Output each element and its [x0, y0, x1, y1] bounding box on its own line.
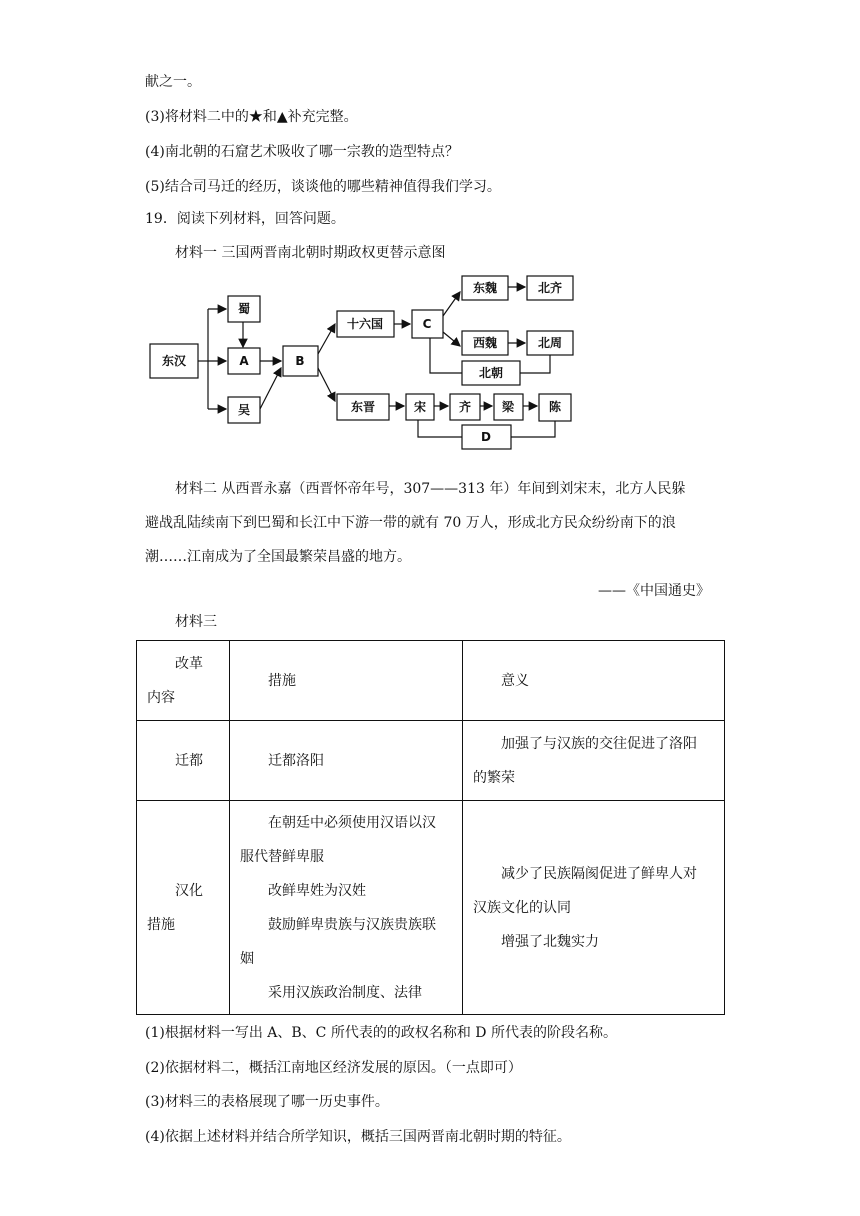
svg-text:B: B [295, 354, 305, 368]
box-dongjin [337, 394, 389, 420]
box-beichao [462, 361, 520, 385]
header-measures: 措施 [230, 641, 463, 721]
sub-question-2: (2)依据材料二，概括江南地区经济发展的原因。（一点即可） [145, 1060, 522, 1076]
question-5: (5)结合司马迁的经历，谈谈他的哪些精神值得我们学习。 [145, 179, 501, 195]
box-wu [228, 397, 260, 423]
box-donghan [150, 344, 198, 378]
svg-text:梁: 梁 [501, 400, 515, 414]
svg-text:北朝: 北朝 [478, 366, 504, 380]
cell-relocation-measure: 迁都洛阳 [230, 721, 463, 801]
svg-text:齐: 齐 [458, 400, 472, 414]
question-19-heading: 19．阅读下列材料，回答问题。 [145, 211, 345, 227]
svg-text:A: A [239, 354, 249, 368]
material3-title: 材料三 [175, 614, 217, 630]
svg-text:十六国: 十六国 [346, 317, 384, 331]
sub-question-4: (4)依据上述材料并结合所学知识，概括三国两晋南北朝时期的特征。 [145, 1129, 571, 1145]
box-liang [494, 394, 523, 420]
cell-sinicization: 汉化 措施 [137, 801, 230, 1015]
svg-text:D: D [481, 430, 491, 444]
svg-text:北齐: 北齐 [537, 281, 563, 295]
svg-text:吴: 吴 [237, 403, 251, 417]
box-dongwei [462, 276, 508, 300]
table-row-sinicization [137, 801, 725, 1015]
box-a [228, 348, 260, 374]
cell-relocation: 迁都 [137, 721, 230, 801]
box-beiqi [527, 276, 573, 300]
box-c [412, 310, 443, 338]
svg-text:宋: 宋 [413, 400, 427, 414]
svg-text:东晋: 东晋 [350, 400, 376, 414]
cell-sinicization-significance: 减少了民族隔阂促进了鲜卑人对 汉族文化的认同 增强了北魏实力 [463, 801, 725, 1015]
material2-line-1: 材料二 从西晋永嘉（西晋怀帝年号，307——313 年）年间到刘宋末，北方人民躲 [175, 481, 686, 497]
box-qi [450, 394, 480, 420]
sub-question-3: (3)材料三的表格展现了哪一历史事件。 [145, 1094, 389, 1110]
header-reform-content: 改革 内容 [137, 641, 230, 721]
table-row-relocation [137, 721, 725, 801]
box-b [283, 346, 318, 376]
svg-text:C: C [422, 317, 432, 331]
header-significance: 意义 [463, 641, 725, 721]
box-chen [539, 394, 571, 421]
table-header-row [137, 641, 725, 721]
text-line: 献之一。 [145, 74, 201, 90]
box-shiliuguo [337, 311, 394, 337]
material2-line-3: 潮……江南成为了全国最繁荣昌盛的地方。 [145, 549, 411, 565]
svg-text:陈: 陈 [548, 400, 562, 414]
regime-succession-diagram [140, 276, 590, 444]
svg-text:东汉: 东汉 [161, 354, 187, 368]
svg-text:北周: 北周 [537, 336, 563, 350]
cell-relocation-significance: 加强了与汉族的交往促进了洛阳 的繁荣 [463, 721, 725, 801]
svg-text:蜀: 蜀 [237, 302, 251, 316]
box-xiwei [462, 331, 508, 355]
svg-text:西魏: 西魏 [472, 336, 498, 350]
question-3: (3)将材料二中的★和▲补充完整。 [145, 109, 358, 125]
question-4: (4)南北朝的石窟艺术吸收了哪一宗教的造型特点？ [145, 144, 459, 160]
sub-question-1: (1)根据材料一写出 A、B、C 所代表的的政权名称和 D 所代表的阶段名称。 [145, 1025, 617, 1041]
cell-sinicization-measures: 在朝廷中必须使用汉语以汉 服代替鲜卑服 改鲜卑姓为汉姓 鼓励鲜卑贵族与汉族贵族联 姻 采用汉族政治制度、法律 [230, 801, 463, 1015]
material2-line-2: 避战乱陆续南下到巴蜀和长江中下游一带的就有 70 万人，形成北方民众纷纷南下的浪 [145, 515, 676, 531]
material1-title: 材料一 三国两晋南北朝时期政权更替示意图 [175, 245, 446, 261]
box-shu [228, 296, 260, 322]
reform-table [136, 640, 725, 1015]
box-beizhou [527, 331, 573, 355]
material2-source: ——《中国通史》 [598, 583, 710, 599]
box-song [406, 394, 434, 420]
box-d [462, 425, 511, 449]
svg-text:东魏: 东魏 [472, 281, 498, 295]
